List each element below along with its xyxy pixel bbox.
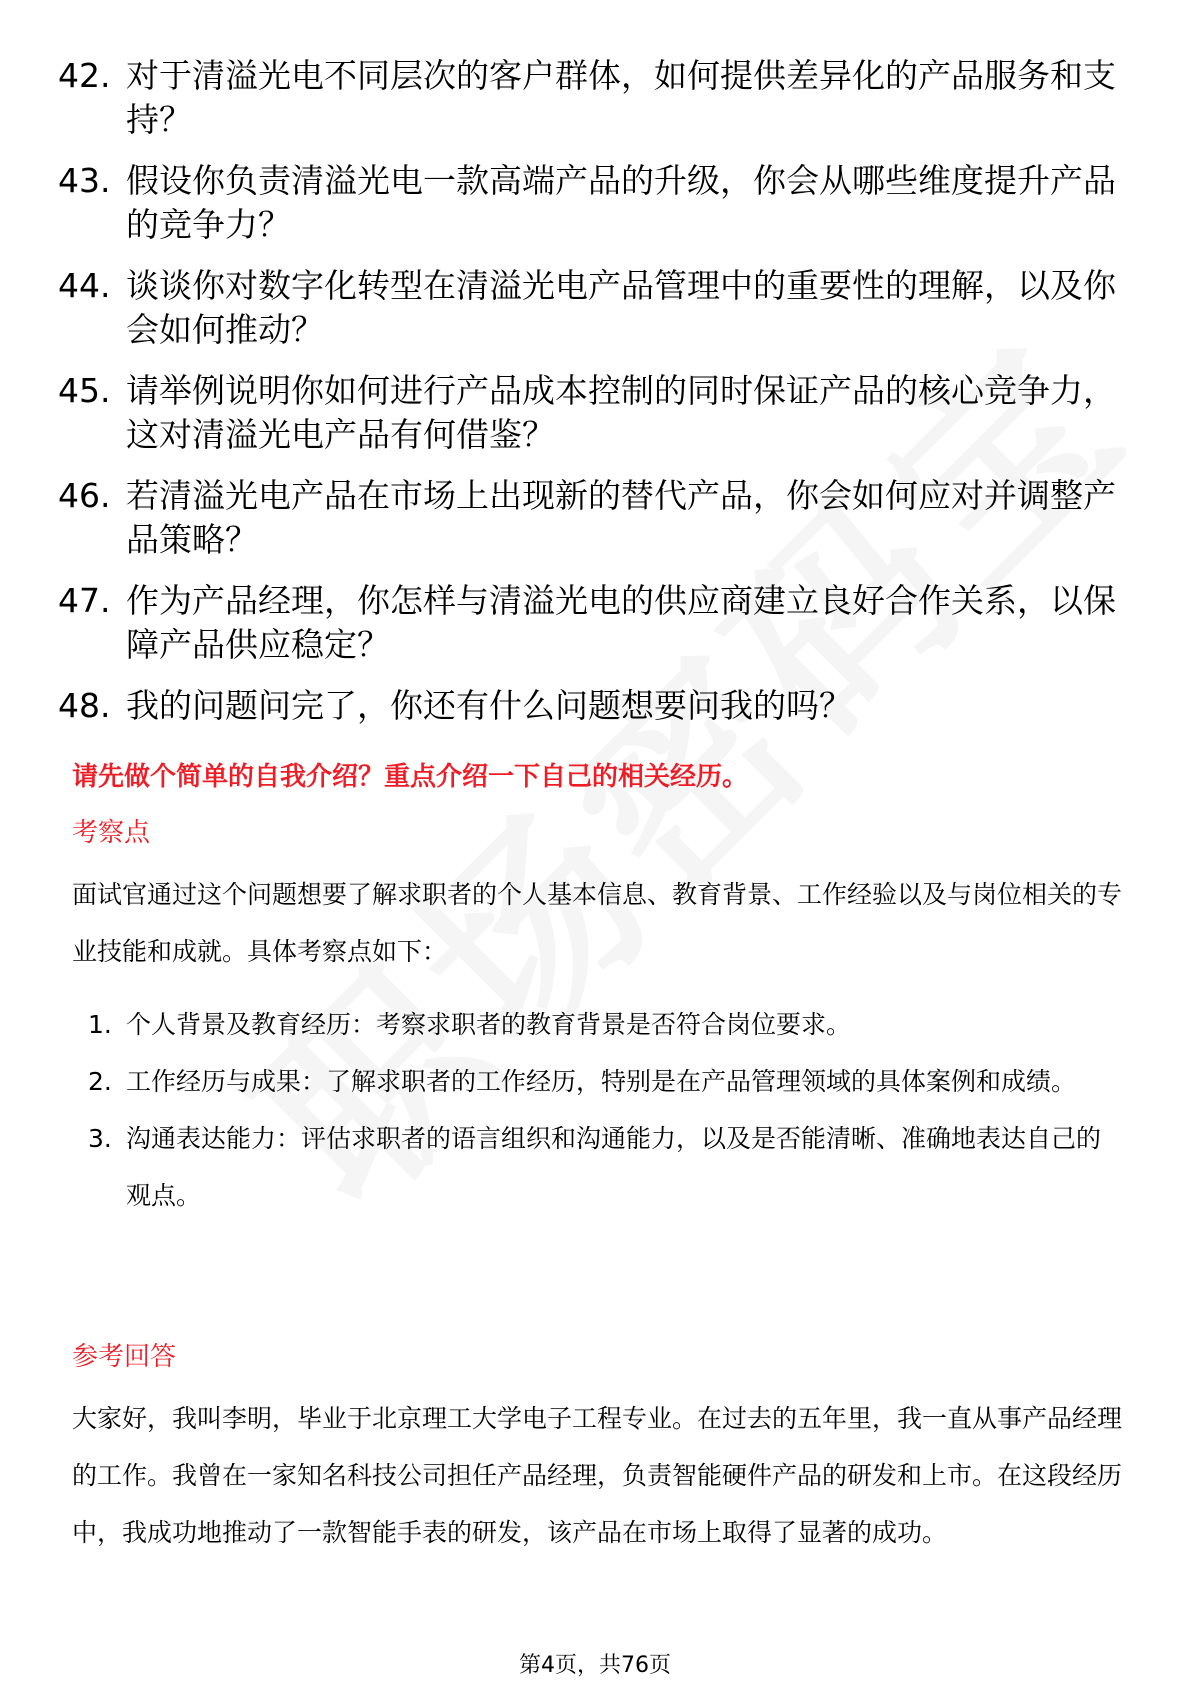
question-item [58, 264, 1138, 352]
question-number: 46. [58, 476, 111, 515]
question-text: 若清溢光电产品在市场上出现新的替代产品，你会如何应对并调整产品策略？ [126, 476, 1116, 559]
answer-text: 大家好，我叫李明，毕业于北京理工大学电子工程专业。在过去的五年里，我一直从事产品经理的工作。我曾在一家知名科技公司担任产品经理，负责智能硬件产品的研发和上市。在这段经历中，我成功地推动了一款智能手表的研发，该产品在市场上取得了显著的成功。 [72, 1404, 1123, 1547]
inspect-points [88, 996, 1122, 1224]
question-text: 请举例说明你如何进行产品成本控制的同时保证产品的核心竞争力，这对清溢光电产品有何借鉴？ [126, 371, 1116, 454]
question-number: 47. [58, 581, 111, 620]
question-number: 43. [58, 161, 111, 200]
inspect-point [88, 1053, 1122, 1110]
point-text: 个人背景及教育经历：考察求职者的教育背景是否符合岗位要求。 [126, 1010, 852, 1039]
question-item [58, 474, 1138, 562]
question-item [58, 54, 1138, 142]
question-number: 45. [58, 371, 111, 410]
question-text: 谈谈你对数字化转型在清溢光电产品管理中的重要性的理解，以及你会如何推动？ [126, 266, 1116, 349]
inspect-label: 考察点 [72, 818, 151, 848]
question-number: 42. [58, 56, 111, 95]
question-item [58, 579, 1138, 667]
question-text: 作为产品经理，你怎样与清溢光电的供应商建立良好合作关系，以保障产品供应稳定？ [126, 581, 1116, 664]
point-text: 工作经历与成果：了解求职者的工作经历，特别是在产品管理领域的具体案例和成绩。 [126, 1067, 1077, 1096]
question-text: 我的问题问完了，你还有什么问题想要问我的吗？ [126, 686, 852, 725]
point-number: 1. [88, 1010, 112, 1039]
question-list [58, 54, 1138, 745]
point-number: 3. [88, 1124, 112, 1153]
question-text: 假设你负责清溢光电一款高端产品的升级，你会从哪些维度提升产品的竞争力？ [126, 161, 1116, 244]
inspect-point [88, 996, 1122, 1053]
question-item [58, 369, 1138, 457]
question-number: 44. [58, 266, 111, 305]
page-footer: 第4页，共76页 [519, 1653, 671, 1678]
point-text: 沟通表达能力：评估求职者的语言组织和沟通能力，以及是否能清晰、准确地表达自己的观点。 [126, 1124, 1102, 1210]
inspect-point [88, 1110, 1122, 1224]
question-item [58, 684, 1138, 728]
answer-label: 参考回答 [72, 1342, 177, 1372]
question-item [58, 159, 1138, 247]
question-text: 对于清溢光电不同层次的客户群体，如何提供差异化的产品服务和支持？ [126, 56, 1116, 139]
section-title: 请先做个简单的自我介绍？重点介绍一下自己的相关经历。 [72, 762, 749, 792]
inspect-intro: 面试官通过这个问题想要了解求职者的个人基本信息、教育背景、工作经验以及与岗位相关的专业技能和成就。具体考察点如下： [72, 880, 1123, 966]
question-number: 48. [58, 686, 111, 725]
point-number: 2. [88, 1067, 112, 1096]
